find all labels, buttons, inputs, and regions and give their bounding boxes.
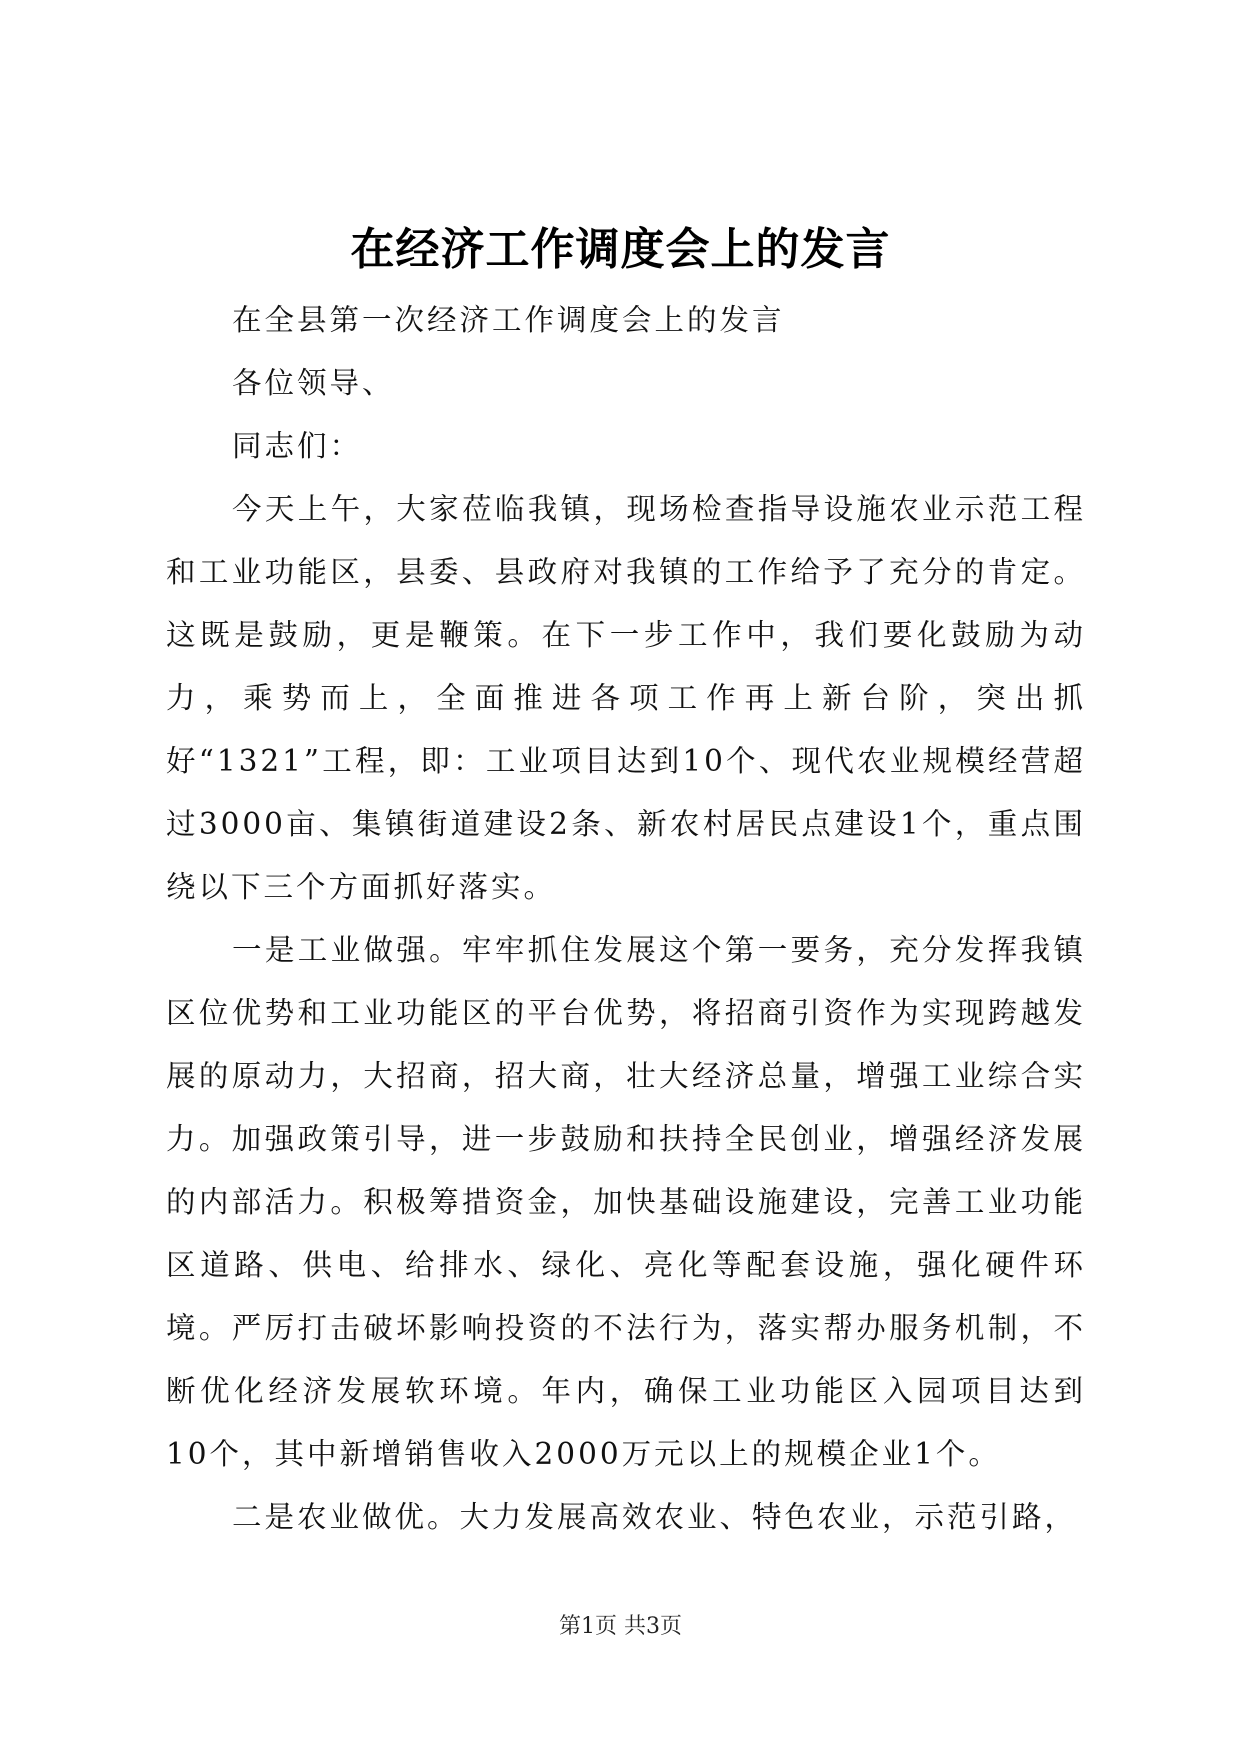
paragraph-intro: 今天上午，大家莅临我镇，现场检查指导设施农业示范工程和工业功能区，县委、县政府对我镇的工作给予了充分的肯定。这既是鼓励，更是鞭策。在下一步工作中，我们要化鼓励为动力，乘势而上，全面推进各项工作再上新台阶，突出抓好“1321”工程，即：工业项目达到10个、现代农业规模经营超过3000亩、集镇街道建设2条、新农村居民点建设1个，重点围绕以下三个方面抓好落实。	[166, 492, 1086, 904]
paragraph-salutation-2: 同志们：	[232, 429, 363, 463]
page-footer: 第1页 共3页	[559, 1614, 682, 1639]
document-title: 在经济工作调度会上的发言	[350, 224, 891, 275]
paragraph-subtitle: 在全县第一次经济工作调度会上的发言	[232, 303, 785, 337]
paragraph-salutation-1: 各位领导、	[232, 366, 395, 400]
paragraph-agriculture: 二是农业做优。大力发展高效农业、特色农业，示范引路，	[232, 1500, 1078, 1534]
paragraph-industry: 一是工业做强。牢牢抓住发展这个第一要务，充分发挥我镇区位优势和工业功能区的平台优势，将招商引资作为实现跨越发展的原动力，大招商，招大商，壮大经济总量，增强工业综合实力。加强政策引导，进一步鼓励和扶持全民创业，增强经济发展的内部活力。积极筹措资金，加快基础设施建设，完善工业功能区道路、供电、给排水、绿化、亮化等配套设施，强化硬件环境。严厉打击破坏影响投资的不法行为，落实帮办服务机制，不断优化经济发展软环境。年内，确保工业功能区入园项目达到10个，其中新增销售收入2000万元以上的规模企业1个。	[166, 933, 1086, 1471]
document-body	[166, 289, 1086, 1549]
